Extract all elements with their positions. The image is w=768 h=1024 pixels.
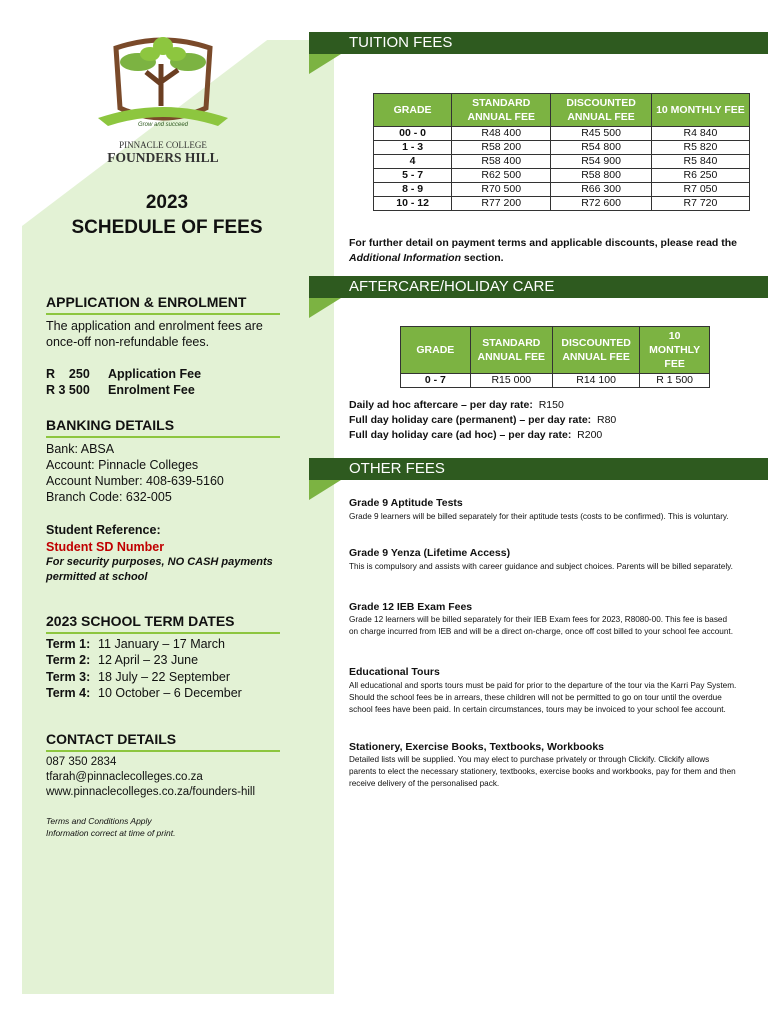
column-header: STANDARD ANNUAL FEE: [452, 94, 551, 127]
other-fees-bar: [309, 458, 768, 480]
aftercare-heading: AFTERCARE/HOLIDAY CARE: [349, 278, 555, 295]
table-cell: R58 200: [452, 141, 551, 155]
table-row: [374, 183, 750, 197]
term-row: [46, 669, 230, 685]
table-cell: R58 400: [452, 155, 551, 169]
note-emphasis: Additional Information: [349, 252, 461, 264]
term-row: [46, 652, 198, 668]
term-row: [46, 636, 225, 652]
table-cell: 00 - 0: [374, 127, 452, 141]
column-header: DISCOUNTED ANNUAL FEE: [551, 94, 652, 127]
logo-name-bottom: FOUNDERS HILL: [107, 150, 219, 165]
table-cell: 0 - 7: [401, 374, 471, 388]
term-label: Term 4:: [46, 686, 91, 700]
aftercare-table: [400, 326, 710, 388]
rate-value: R200: [577, 429, 603, 441]
table-cell: 8 - 9: [374, 183, 452, 197]
application-heading: APPLICATION & ENROLMENT: [46, 294, 280, 315]
table-row: [374, 197, 750, 211]
note-text: For further detail on payment terms and applicable discounts, please read the: [349, 237, 738, 249]
term-label: Term 1:: [46, 637, 91, 651]
title-heading: SCHEDULE OF FEES: [71, 217, 263, 238]
table-row: [374, 141, 750, 155]
logo-motto: Grow and succeed: [137, 122, 189, 128]
table-cell: R62 500: [452, 169, 551, 183]
table-cell: R54 900: [551, 155, 652, 169]
column-header: 10 MONTHLY FEE: [651, 94, 749, 127]
tuition-fees-flag: [309, 54, 341, 74]
note-text: section.: [461, 252, 504, 264]
tuition-fees-heading: TUITION FEES: [349, 34, 453, 51]
aftercare-rate: [349, 428, 602, 443]
bank-branch-code: Branch Code: 632-005: [46, 490, 172, 504]
contact-phone: 087 350 2834: [46, 756, 117, 768]
table-cell: R70 500: [452, 183, 551, 197]
other-fee-title: Stationery, Exercise Books, Textbooks, Workbooks: [349, 741, 604, 753]
bank-name: Bank: ABSA: [46, 442, 115, 456]
aftercare-rate: [349, 413, 616, 428]
table-cell: R4 840: [651, 127, 749, 141]
table-row: [401, 374, 710, 388]
term-dates: 12 April – 23 June: [98, 653, 199, 667]
terms-heading: 2023 SCHOOL TERM DATES: [46, 613, 280, 634]
other-fee-title: Grade 9 Yenza (Lifetime Access): [349, 547, 511, 559]
table-cell: R77 200: [452, 197, 551, 211]
other-fee-title: Grade 12 IEB Exam Fees: [349, 601, 473, 613]
table-cell: 5 - 7: [374, 169, 452, 183]
fee-amount: R 3 500: [46, 383, 90, 397]
aftercare-rate: [349, 398, 564, 413]
security-note: For security purposes, NO CASH payments permitted at school: [46, 556, 273, 583]
table-cell: R54 800: [551, 141, 652, 155]
table-cell: 1 - 3: [374, 141, 452, 155]
other-fees-heading: OTHER FEES: [349, 460, 445, 477]
table-cell: R6 250: [651, 169, 749, 183]
other-fee-title: Educational Tours: [349, 666, 440, 678]
term-dates: 11 January – 17 March: [98, 637, 225, 651]
contact-heading: CONTACT DETAILS: [46, 731, 280, 752]
column-header: GRADE: [374, 94, 452, 127]
rate-label: Full day holiday care (permanent) – per day rate:: [349, 414, 592, 426]
tuition-note: [349, 236, 739, 266]
rate-label: Full day holiday care (ad hoc) – per day rate:: [349, 429, 572, 441]
rate-value: R150: [538, 399, 564, 411]
other-fee-body: This is compulsory and assists with career guidance and subject choices. Parents will be billed separately.: [349, 562, 733, 571]
fee-label: Application Fee: [108, 367, 202, 381]
aftercare-flag: [309, 298, 341, 318]
term-row: [46, 685, 242, 701]
table-row: [374, 127, 750, 141]
table-cell: 4: [374, 155, 452, 169]
column-header: DISCOUNTED ANNUAL FEE: [552, 327, 639, 374]
aftercare-bar: [309, 276, 768, 298]
fee-amount: R 250: [46, 367, 90, 381]
contact-email[interactable]: tfarah@pinnaclecolleges.co.za: [46, 771, 203, 783]
other-fee-title: Grade 9 Aptitude Tests: [349, 497, 463, 509]
contact-website[interactable]: www.pinnaclecolleges.co.za/founders-hill: [46, 786, 256, 798]
column-header: 10 MONTHLY FEE: [640, 327, 710, 374]
application-fee-row: [46, 366, 201, 382]
table-cell: R15 000: [470, 374, 552, 388]
table-cell: R48 400: [452, 127, 551, 141]
table-cell: R45 500: [551, 127, 652, 141]
other-fee-body: Grade 12 learners will be billed separately for their IEB Exam fees for 2023, R8080-00. This fee is based on charge incurred from IEB and will be a direct on-charge, once off cost billed to your school fee account.: [349, 615, 733, 636]
enrolment-fee-row: [46, 382, 195, 398]
table-row: [374, 155, 750, 169]
rate-label: Daily ad hoc aftercare – per day rate:: [349, 399, 533, 411]
tuition-fees-bar: [309, 32, 768, 54]
table-cell: R 1 500: [640, 374, 710, 388]
title-year: 2023: [145, 192, 189, 213]
footer-terms: Terms and Conditions Apply: [46, 816, 152, 826]
rate-value: R80: [597, 414, 617, 426]
table-cell: R7 720: [651, 197, 749, 211]
table-cell: R66 300: [551, 183, 652, 197]
other-fee-body: Grade 9 learners will be billed separately for their aptitude tests (costs to be confirmed). This is voluntary.: [349, 512, 729, 521]
table-header-row: [374, 94, 750, 127]
tuition-fees-table: [373, 93, 750, 211]
term-dates: 10 October – 6 December: [98, 686, 242, 700]
other-fee-body: All educational and sports tours must be paid for prior to the departure of the tour via the Karri Pay System. Should the school fees be in arrears, these children will not be permitted to go on tour until the overdue school fees have been paid. In certain circumstances, tours may be invoiced to your school fee account.: [349, 681, 737, 714]
table-cell: R5 820: [651, 141, 749, 155]
application-text: The application and enrolment fees are once-off non-refundable fees.: [46, 319, 263, 349]
student-reference-value: Student SD Number: [46, 540, 165, 554]
fee-label: Enrolment Fee: [108, 383, 195, 397]
other-fee-body: Detailed lists will be supplied. You may elect to purchase privately or through Clickify. Clickify allows parents to elect the necessary stationery, textbooks, exercise books and workbooks, pay for them and then receive delivery of the personalised pack.: [349, 755, 736, 788]
table-cell: R5 840: [651, 155, 749, 169]
logo-name-top: PINNACLE COLLEGE: [119, 140, 207, 150]
table-cell: 10 - 12: [374, 197, 452, 211]
bank-account: Account: Pinnacle Colleges: [46, 458, 199, 472]
school-logo: [88, 36, 238, 168]
banking-heading: BANKING DETAILS: [46, 417, 280, 438]
table-cell: R58 800: [551, 169, 652, 183]
tree-crest-icon: [88, 36, 238, 131]
column-header: GRADE: [401, 327, 471, 374]
table-cell: R72 600: [551, 197, 652, 211]
term-label: Term 2:: [46, 653, 91, 667]
table-header-row: [401, 327, 710, 374]
student-reference-label: Student Reference:: [46, 523, 161, 537]
other-fees-flag: [309, 480, 341, 500]
column-header: STANDARD ANNUAL FEE: [470, 327, 552, 374]
term-dates: 18 July – 22 September: [98, 670, 231, 684]
table-cell: R14 100: [552, 374, 639, 388]
term-label: Term 3:: [46, 670, 91, 684]
table-cell: R7 050: [651, 183, 749, 197]
bank-account-number: Account Number: 408-639-5160: [46, 474, 224, 488]
footer-print-note: Information correct at time of print.: [46, 828, 176, 838]
table-row: [374, 169, 750, 183]
